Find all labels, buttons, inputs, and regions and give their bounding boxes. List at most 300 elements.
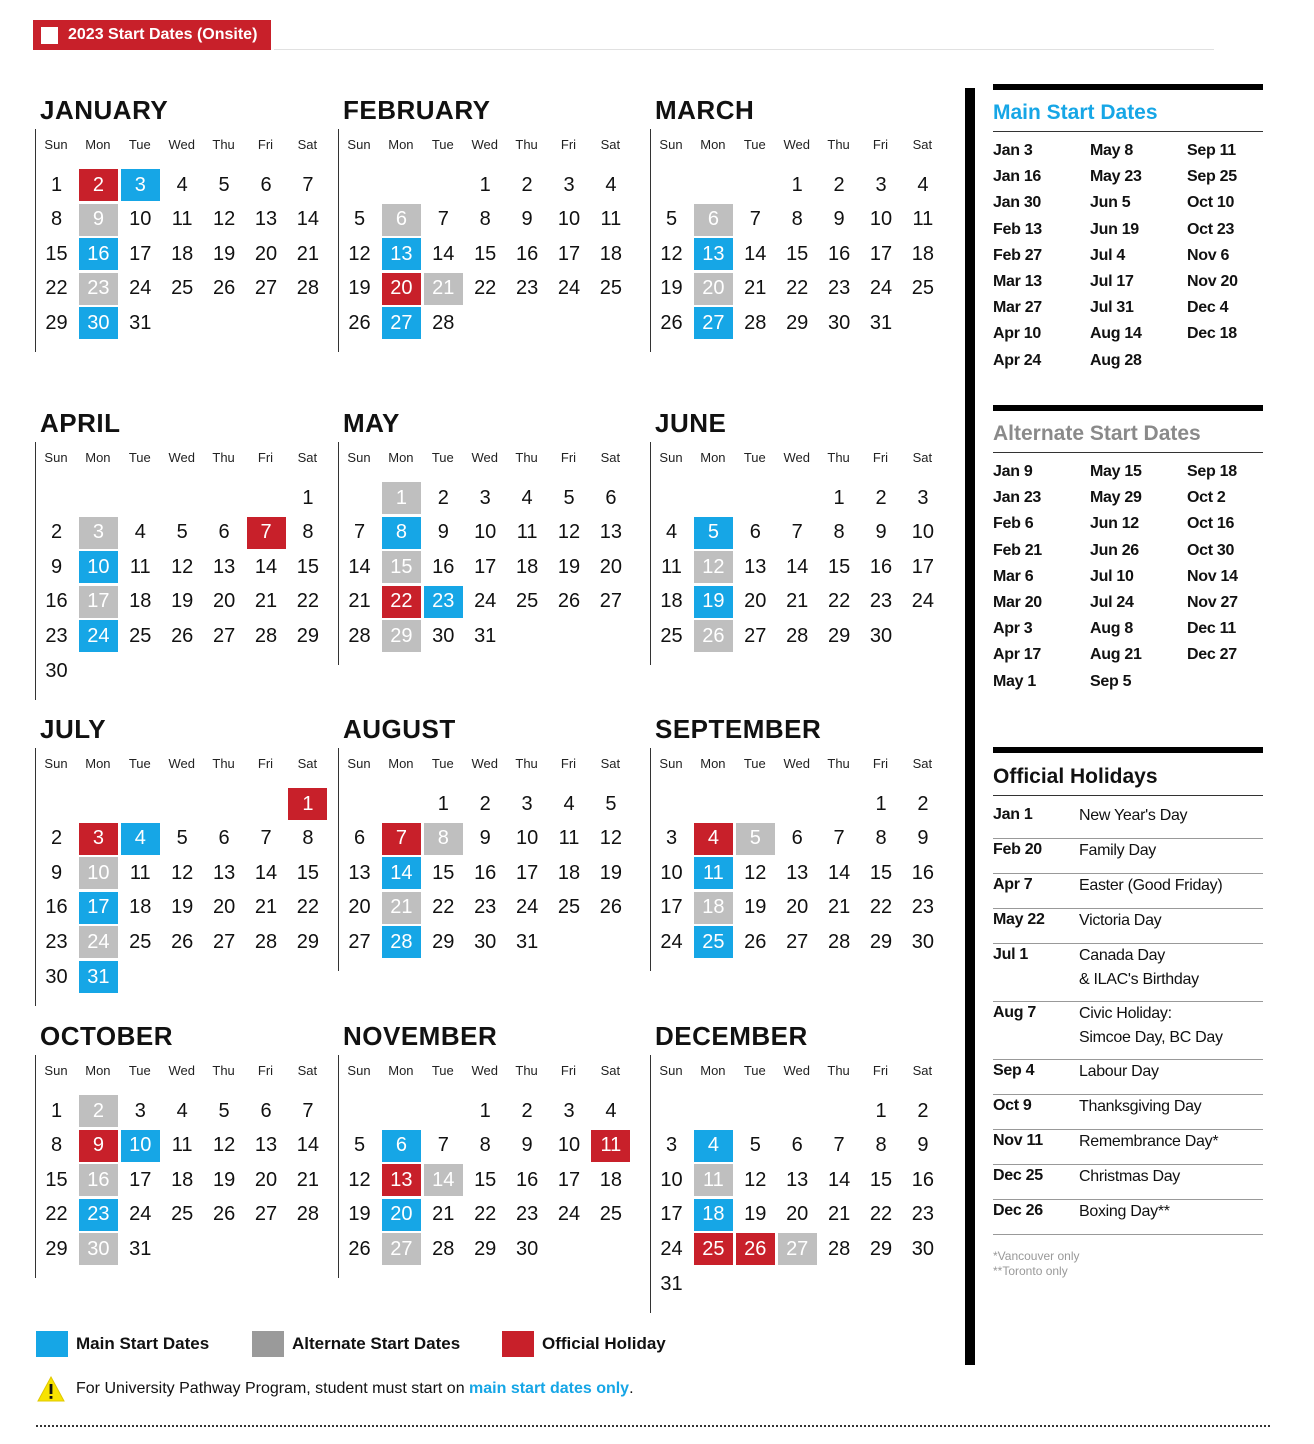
day-cell: 2 [521,173,533,196]
day-cell: 7 [437,1134,449,1157]
day-cell: 26 [171,624,194,647]
date-item: Oct 30 [1187,541,1235,559]
day-cell: 6 [749,521,761,544]
day-cell: 5 [353,1134,366,1157]
day-cell: 29 [296,624,320,647]
day-cell: 3 [875,173,887,196]
day-cell: 19 [348,1203,371,1226]
day-cell: 13 [254,1134,278,1157]
day-cell-alt-start: 5 [736,823,775,855]
day-cell: 14 [786,555,809,578]
alt-dates-title: Alternate Start Dates [993,422,1201,445]
day-cell: 20 [212,590,236,613]
day-cell: 12 [212,1134,236,1157]
holiday-row [993,1060,1263,1095]
date-item: Feb 6 [993,515,1034,533]
day-cell: 2 [50,827,63,850]
weekday-label: Fri [560,1063,577,1078]
day-cell-alt-start: 3 [79,517,118,549]
holiday-name-line: Remembrance Day* [1079,1133,1219,1150]
date-item: Oct 16 [1187,515,1235,533]
date-item: May 29 [1090,489,1142,507]
day-cell-holiday: 7 [382,823,421,855]
day-cell: 8 [302,827,314,850]
day-cell-main-start: 30 [79,307,118,339]
day-cell-main-start: 28 [382,926,421,958]
holidays-rule [993,795,1263,796]
day-cell: 27 [744,624,767,647]
date-item: Nov 20 [1187,272,1238,290]
day-cell: 25 [599,277,623,300]
weekday-label: Sun [659,756,683,771]
date-item: May 1 [993,672,1036,690]
weekday-label: Wed [471,756,498,771]
holiday-name-line: Victoria Day [1079,912,1162,929]
day-cell: 16 [869,555,893,578]
day-cell: 26 [348,311,371,334]
day-cell: 19 [171,896,194,919]
weekday-label: Sun [44,756,68,771]
holidays-top-rule [993,747,1263,753]
date-column [993,462,1093,698]
day-cell: 23 [911,896,935,919]
day-cell: 18 [557,861,581,884]
day-cell: 15 [474,242,497,265]
weekday-label: Thu [515,1063,538,1078]
weekday-label: Sat [912,450,933,465]
holiday-name [1079,1165,1180,1189]
day-cell: 5 [749,1134,761,1157]
date-item: Aug 14 [1090,325,1142,343]
day-cell-main-start: 5 [694,517,733,549]
day-cell-main-start: 16 [79,238,118,270]
day-cell-alt-start: 11 [694,1164,733,1196]
weekday-label: Tue [431,137,454,152]
day-cell: 22 [827,590,851,613]
day-cell: 14 [827,861,851,884]
date-item: Jul 10 [1090,567,1134,585]
weekday-label: Wed [168,756,195,771]
main-dates-title: Main Start Dates [993,101,1158,124]
day-cell: 15 [296,861,320,884]
day-cell: 1 [437,792,449,815]
holiday-name [1079,909,1161,933]
day-cell: 26 [660,311,683,334]
holiday-row [993,804,1263,839]
day-cell: 25 [557,896,581,919]
day-cell: 24 [911,590,935,613]
day-cell: 16 [911,1168,935,1191]
day-cell: 27 [254,277,278,300]
holiday-name-line: Simcoe Day, BC Day [1079,1029,1223,1046]
weekday-label: Sat [297,450,318,465]
holiday-name-line: Civic Holiday: [1079,1005,1172,1022]
weekday-label: Mon [388,1063,414,1078]
note-highlight: main start dates only [469,1380,630,1397]
holiday-name-line: Boxing Day** [1079,1203,1170,1220]
day-cell: 20 [786,896,809,919]
weekday-label: Mon [388,450,414,465]
date-item: Feb 21 [993,541,1042,559]
day-cell: 23 [911,1203,935,1226]
day-cell-alt-start: 10 [79,857,118,889]
date-item: Oct 10 [1187,194,1235,212]
day-cell: 10 [129,208,152,231]
day-cell: 22 [432,896,455,919]
day-cell: 14 [432,242,455,265]
weekday-label: Sun [44,137,68,152]
month-title: AUGUST [343,714,456,744]
day-cell: 9 [917,1134,929,1157]
date-item: Apr 24 [993,351,1041,369]
weekday-label: Wed [783,137,810,152]
day-cell-alt-start: 18 [694,892,733,924]
day-cell: 5 [176,827,188,850]
day-cell: 28 [786,624,809,647]
holiday-name [1079,1095,1201,1119]
day-cell: 19 [660,277,683,300]
day-cell: 16 [515,242,539,265]
day-cell: 1 [833,486,845,509]
day-cell: 14 [254,861,278,884]
day-cell-main-start: 6 [382,1130,421,1162]
weekday-label: Wed [471,137,498,152]
date-item: Sep 5 [1090,672,1132,690]
weekday-label: Mon [85,1063,111,1078]
day-cell-holiday: 2 [79,169,118,201]
date-item: Jan 9 [993,463,1033,480]
day-cell: 11 [171,1134,193,1157]
day-cell: 20 [254,1168,278,1191]
holiday-date: Jul 1 [993,946,1028,963]
day-cell: 3 [917,486,929,509]
holiday-date: Dec 25 [993,1167,1043,1184]
holiday-name-line: Labour Day [1079,1063,1159,1080]
date-item: Sep 11 [1187,142,1236,159]
date-item: Apr 17 [993,646,1041,664]
day-cell: 31 [474,624,497,647]
day-cell: 15 [786,242,809,265]
day-cell: 11 [129,861,151,884]
weekday-label: Fri [257,137,274,152]
month-title: SEPTEMBER [655,714,822,744]
day-cell: 9 [479,827,491,850]
day-cell: 28 [432,1237,455,1260]
date-item: Nov 27 [1187,593,1238,611]
weekday-label: Thu [212,756,235,771]
day-cell-alt-start: 15 [382,551,421,583]
weekday-label: Mon [85,756,111,771]
day-cell-main-start: 25 [694,926,733,958]
holiday-row [993,874,1263,909]
weekday-label: Sat [297,756,318,771]
date-item: Sep 25 [1187,168,1237,186]
weekday-label: Sun [44,1063,68,1078]
day-cell: 12 [744,1168,767,1191]
day-cell-main-start: 27 [382,307,421,339]
day-cell: 21 [296,242,320,265]
day-cell: 13 [786,861,809,884]
day-cell: 1 [50,173,63,196]
day-cell: 3 [479,486,491,509]
day-cell: 25 [599,1203,623,1226]
day-cell: 8 [875,827,887,850]
date-item: Jan 3 [993,142,1033,159]
day-cell: 30 [869,624,893,647]
day-cell-alt-start: 21 [424,273,463,305]
day-cell: 17 [474,555,497,578]
day-cell: 1 [50,1099,63,1122]
day-cell: 17 [129,242,152,265]
month-divider [650,1055,651,1313]
day-cell: 8 [833,521,845,544]
day-cell: 1 [875,792,887,815]
day-cell: 28 [296,1203,320,1226]
weekday-label: Tue [431,1063,454,1078]
holiday-date: Aug 7 [993,1004,1036,1021]
month-title: MAY [343,408,400,438]
day-cell: 31 [869,311,893,334]
holiday-date: Nov 11 [993,1132,1043,1149]
day-cell-main-start: 13 [694,238,733,270]
day-cell: 5 [218,1099,230,1122]
weekday-label: Fri [872,756,889,771]
day-cell: 25 [171,1203,194,1226]
day-cell: 3 [665,827,678,850]
date-item: Dec 11 [1187,620,1236,638]
weekday-label: Wed [168,137,195,152]
weekday-label: Fri [560,756,577,771]
day-cell: 18 [911,242,935,265]
day-cell: 15 [45,242,68,265]
day-cell: 19 [744,896,767,919]
day-cell-holiday: 13 [382,1164,421,1196]
weekday-label: Sat [600,1063,621,1078]
day-cell: 22 [45,277,68,300]
day-cell: 24 [129,1203,152,1226]
legend-holiday-swatch [502,1331,534,1357]
holiday-date: Sep 4 [993,1062,1035,1079]
day-cell: 8 [791,208,803,231]
day-cell: 26 [348,1237,371,1260]
header-square-icon [41,27,58,44]
day-cell-alt-start: 14 [424,1164,463,1196]
weekday-label: Fri [257,756,274,771]
holidays-title: Official Holidays [993,765,1158,788]
weekday-label: Thu [827,756,850,771]
day-cell-main-start: 14 [382,857,421,889]
day-cell: 26 [171,930,194,953]
day-cell: 2 [479,792,491,815]
day-cell: 14 [744,242,767,265]
date-item: Nov 6 [1187,246,1230,264]
day-cell: 20 [599,555,623,578]
date-item: Jan 30 [993,194,1042,212]
weekday-label: Thu [515,137,538,152]
holiday-name-line: Christmas Day [1079,1168,1181,1185]
day-cell: 3 [134,1099,146,1122]
day-cell-main-start: 19 [694,586,733,618]
day-cell: 19 [744,1203,767,1226]
day-cell: 2 [875,486,887,509]
weekday-label: Thu [515,756,538,771]
day-cell: 30 [45,965,68,988]
day-cell: 9 [50,861,63,884]
day-cell: 24 [474,590,497,613]
day-cell: 1 [302,486,314,509]
weekday-label: Sun [659,1063,683,1078]
day-cell: 2 [437,486,449,509]
weekday-label: Tue [743,137,766,152]
day-cell: 29 [432,930,455,953]
day-cell: 23 [474,896,497,919]
day-cell: 13 [212,555,236,578]
date-item: Jan 16 [993,168,1042,186]
day-cell-main-start: 4 [121,823,160,855]
day-cell: 29 [474,1237,497,1260]
day-cell: 23 [515,277,539,300]
weekday-label: Sun [347,756,371,771]
main-dates-rule [993,131,1263,132]
weekday-label: Tue [128,137,151,152]
day-cell: 29 [786,311,809,334]
day-cell: 4 [176,1099,188,1122]
day-cell: 9 [833,208,845,231]
page-header-banner [33,20,271,50]
date-item: Dec 4 [1187,299,1229,317]
day-cell-holiday: 1 [288,788,327,820]
day-cell-alt-start: 16 [79,1164,118,1196]
day-cell: 16 [45,590,68,613]
weekday-label: Fri [560,137,577,152]
date-item: Oct 2 [1187,489,1226,507]
day-cell: 24 [869,277,893,300]
day-cell: 24 [515,896,539,919]
day-cell: 24 [660,930,683,953]
day-cell: 7 [302,173,314,196]
weekday-label: Fri [872,1063,889,1078]
day-cell: 12 [212,208,236,231]
day-cell-main-start: 8 [382,517,421,549]
day-cell: 24 [660,1237,683,1260]
day-cell: 11 [129,555,151,578]
day-cell: 7 [833,827,845,850]
weekday-label: Thu [515,450,538,465]
holiday-name-line: & ILAC's Birthday [1079,971,1199,988]
day-cell: 25 [129,930,152,953]
weekday-label: Sun [659,450,683,465]
legend-holiday-label: Official Holiday [542,1334,666,1353]
day-cell: 17 [660,896,683,919]
date-column [1090,462,1190,698]
weekday-label: Sat [600,756,621,771]
holiday-name [1079,944,1199,992]
day-cell: 30 [515,1237,539,1260]
day-cell: 6 [791,827,803,850]
day-cell: 19 [557,555,581,578]
day-cell: 19 [599,861,623,884]
day-cell: 22 [474,1203,497,1226]
day-cell: 24 [557,277,581,300]
weekday-label: Sun [659,137,683,152]
day-cell: 23 [45,930,68,953]
month-divider [35,748,36,1006]
day-cell: 10 [557,1134,581,1157]
day-cell-main-start: 23 [424,586,463,618]
weekday-label: Sat [297,1063,318,1078]
month-divider [338,1055,339,1278]
day-cell-main-start: 17 [79,892,118,924]
day-cell-holiday: 20 [382,273,421,305]
date-item: Apr 3 [993,620,1033,638]
day-cell: 20 [786,1203,809,1226]
weekday-label: Wed [471,450,498,465]
day-cell: 21 [254,590,278,613]
date-item: Jun 5 [1090,194,1131,212]
day-cell: 12 [348,1168,371,1191]
day-cell: 21 [786,590,809,613]
day-cell-alt-start: 27 [382,1233,421,1265]
day-cell: 27 [212,930,236,953]
day-cell: 31 [129,311,152,334]
day-cell: 17 [557,242,581,265]
weekday-label: Sun [347,137,371,152]
day-cell: 10 [660,1168,683,1191]
date-column [1187,462,1287,672]
day-cell: 12 [348,242,371,265]
day-cell: 27 [348,930,371,953]
month-divider [35,129,36,352]
day-cell: 18 [660,590,683,613]
day-cell: 14 [254,555,278,578]
holiday-row [993,1002,1263,1060]
day-cell-alt-start: 21 [382,892,421,924]
day-cell: 1 [479,173,491,196]
day-cell: 23 [827,277,851,300]
day-cell: 1 [875,1099,887,1122]
day-cell: 25 [171,277,194,300]
day-cell: 27 [786,930,809,953]
day-cell: 2 [50,521,63,544]
weekday-label: Mon [700,450,726,465]
date-item: Aug 21 [1090,646,1142,664]
legend-alt-label: Alternate Start Dates [292,1334,461,1353]
day-cell: 3 [521,792,533,815]
day-cell: 7 [302,1099,314,1122]
day-cell: 4 [563,792,575,815]
weekday-label: Sat [912,756,933,771]
day-cell-holiday: 4 [694,823,733,855]
weekday-label: Sat [600,137,621,152]
day-cell-main-start: 23 [79,1199,118,1231]
weekday-label: Mon [700,1063,726,1078]
day-cell: 28 [827,1237,851,1260]
holiday-name [1079,1060,1159,1084]
day-cell: 7 [437,208,449,231]
date-item: Dec 18 [1187,325,1237,343]
day-cell-alt-start: 9 [79,204,118,236]
day-cell: 8 [50,208,63,231]
weekday-label: Tue [743,450,766,465]
day-cell: 28 [296,277,320,300]
day-cell-main-start: 13 [382,238,421,270]
day-cell-main-start: 3 [121,169,160,201]
holiday-name-line: New Year's Day [1079,807,1188,824]
weekday-label: Tue [128,1063,151,1078]
weekday-label: Wed [783,450,810,465]
date-item: Mar 27 [993,299,1042,317]
weekday-label: Wed [471,1063,498,1078]
